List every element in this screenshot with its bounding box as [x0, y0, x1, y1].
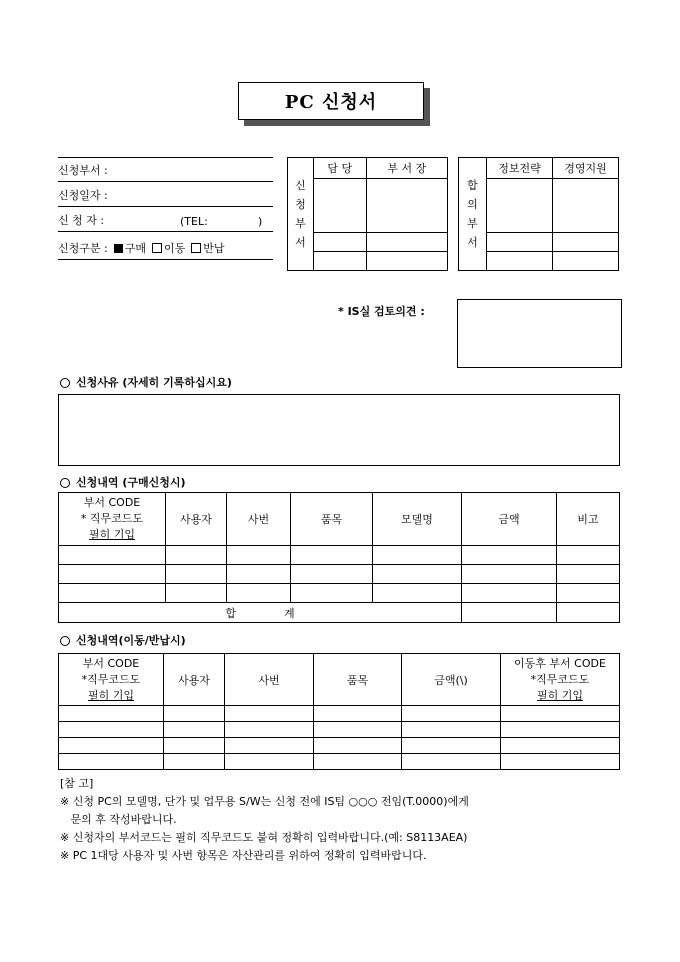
approval-dept-side: 신 청 부 서: [288, 158, 314, 271]
approval-header-dept-head: 부 서 장: [366, 158, 447, 179]
table-row: [59, 584, 620, 603]
transfer-section-title: 신청내역(이동/반납시): [60, 632, 186, 648]
note-item: 문의 후 작성바랍니다.: [60, 813, 177, 826]
approval-header-management: 경영지원: [553, 158, 619, 179]
purchase-col-amount: 금액: [462, 493, 557, 546]
approval-header-manager: 담 당: [314, 158, 367, 179]
approval-extra-strategy[interactable]: [487, 252, 553, 271]
purchase-col-model: 모델명: [373, 493, 462, 546]
purchase-total-label: 합 계: [59, 603, 462, 623]
type-option-return[interactable]: 반납: [189, 240, 224, 256]
purchase-table: [58, 492, 620, 623]
transfer-col-newdept: 이동후 부서 CODE *직무코드도 필히 기입: [501, 654, 620, 706]
applicant-dept-row[interactable]: [58, 157, 273, 182]
approval-coop-table: [458, 157, 619, 271]
approval-extra-management[interactable]: [553, 252, 619, 271]
bullet-circle-icon: [60, 636, 70, 646]
purchase-total-row: [59, 603, 620, 623]
applicant-date-row[interactable]: [58, 182, 273, 207]
approval-date-management[interactable]: [553, 233, 619, 252]
purchase-total-note[interactable]: [557, 603, 620, 623]
transfer-col-empno: 사번: [225, 654, 314, 706]
applicant-name-label: 신 청 자 :: [58, 214, 105, 227]
bullet-circle-icon: [60, 478, 70, 488]
applicant-date-label: 신청일자 :: [58, 189, 108, 202]
approval-dept-table: [287, 157, 448, 271]
table-row: [59, 722, 620, 738]
approval-coop-side: 합 의 부 서: [459, 158, 487, 271]
purchase-total-amount[interactable]: [462, 603, 557, 623]
bullet-circle-icon: [60, 378, 70, 388]
table-row: [59, 738, 620, 754]
approval-header-strategy: 정보전략: [487, 158, 553, 179]
applicant-name-row[interactable]: [58, 207, 273, 232]
note-item: ※ PC 1대당 사용자 및 사번 항목은 자산관리를 위하여 정확히 입력바랍니다.: [60, 849, 427, 862]
note-item: ※ 신청 PC의 모델명, 단가 및 업무용 S/W는 신청 전에 IS팀 ○○○ 전임(T.0000)에게: [60, 795, 469, 808]
type-option-purchase[interactable]: 구매: [112, 240, 146, 256]
review-input-box[interactable]: [457, 299, 622, 368]
approval-sign-strategy[interactable]: [487, 179, 553, 233]
page-title: PC 신청서: [238, 82, 424, 120]
applicant-type-label: 신청구분 :: [58, 242, 108, 255]
table-row: [59, 754, 620, 770]
approval-date-strategy[interactable]: [487, 233, 553, 252]
purchase-col-note: 비고: [557, 493, 620, 546]
notes-section: [60, 775, 469, 865]
approval-sign-manager[interactable]: [314, 179, 367, 233]
transfer-col-amount: 금액(\): [402, 654, 501, 706]
note-item: ※ 신청자의 부서코드는 필히 직무코드도 붙혀 정확히 입력바랍니다.(예: S8113AEA): [60, 831, 468, 844]
type-option-transfer[interactable]: 이동: [150, 240, 185, 256]
approval-date-manager[interactable]: [314, 233, 367, 252]
checkbox-checked-icon[interactable]: [114, 244, 123, 253]
notes-title: [참 고]: [60, 777, 94, 790]
table-row: [59, 546, 620, 565]
transfer-col-user: 사용자: [164, 654, 225, 706]
table-row: [59, 706, 620, 722]
table-row: [59, 565, 620, 584]
reason-input-box[interactable]: [58, 394, 620, 466]
approval-extra-dept-head[interactable]: [366, 252, 447, 271]
purchase-col-empno: 사번: [227, 493, 291, 546]
transfer-col-dept: 부서 CODE *직무코드도 필히 기입: [59, 654, 164, 706]
transfer-col-item: 품목: [314, 654, 402, 706]
approval-sign-dept-head[interactable]: [366, 179, 447, 233]
applicant-tel-close: ): [258, 215, 263, 228]
applicant-type-row: [58, 232, 273, 260]
title-block: [238, 82, 428, 122]
reason-section-title: 신청사유 (자세히 기록하십시요): [60, 374, 232, 390]
purchase-col-item: 품목: [291, 493, 373, 546]
purchase-section-title: 신청내역 (구매신청시): [60, 474, 186, 490]
approval-extra-manager[interactable]: [314, 252, 367, 271]
applicant-tel-label: (TEL:: [180, 215, 208, 228]
approval-date-dept-head[interactable]: [366, 233, 447, 252]
applicant-dept-label: 신청부서 :: [58, 164, 108, 177]
transfer-table: [58, 653, 620, 770]
approval-sign-management[interactable]: [553, 179, 619, 233]
review-label: * IS실 검토의견 :: [338, 305, 425, 318]
purchase-col-user: 사용자: [166, 493, 227, 546]
checkbox-empty-icon[interactable]: [152, 243, 162, 253]
purchase-col-dept: 부서 CODE * 직무코드도 필히 기입: [59, 493, 166, 546]
checkbox-empty-icon[interactable]: [191, 243, 201, 253]
